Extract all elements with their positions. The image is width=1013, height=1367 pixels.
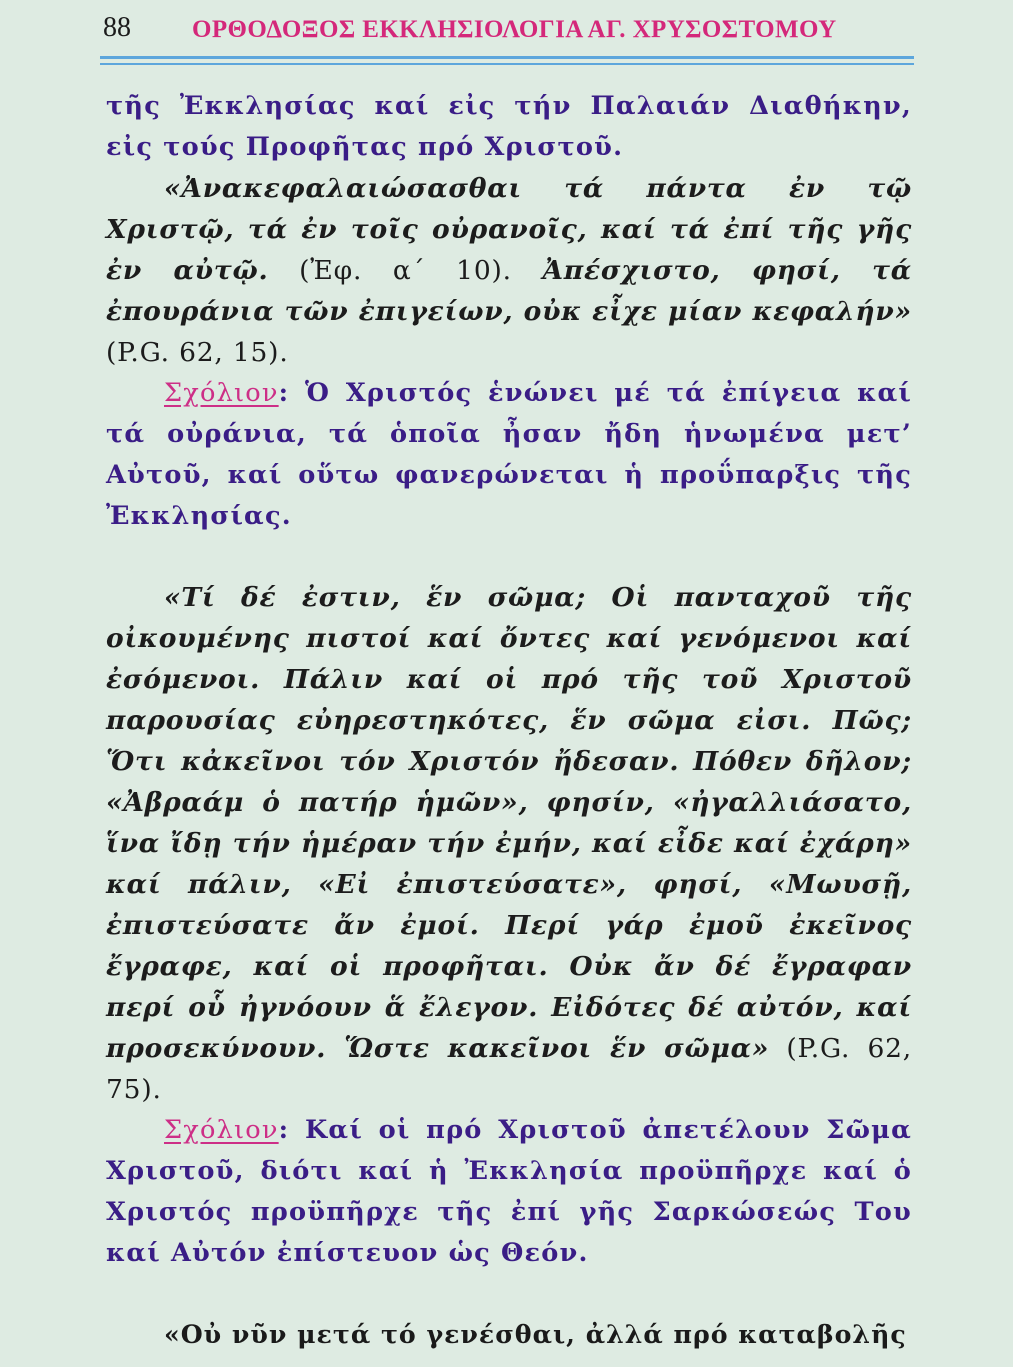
page-body <box>106 86 912 1355</box>
scholion-1 <box>106 373 912 537</box>
header-rule-top <box>100 56 914 59</box>
quote-one-body <box>106 577 912 1110</box>
scholion-2 <box>106 1110 912 1274</box>
quote-final-line: «Οὐ νῦν μετά τό γενέσθαι, ἀλλά πρό καταβολῆς <box>164 1319 907 1349</box>
quote-text: «Ἀνακεφαλαιώσασθαι τά πάντα ἐν τῷ Χριστῷ, τά ἐν τοῖς οὐρανοῖς, καί τά ἐπί τῆς γῆς ἐν αὐτῷ. <box>106 173 912 286</box>
paragraph-continuation: τῆς Ἐκκλησίας καί εἰς τήν Παλαιάν Διαθήκην, εἰς τούς Προφῆτας πρό Χριστοῦ. <box>106 91 912 162</box>
paragraph-gap <box>106 537 912 577</box>
scholion-label: Σχόλιον <box>164 378 279 408</box>
patrologia-reference: (P.G. 62, 75). <box>106 1033 912 1105</box>
running-header-title: ΟΡΘΟΔΟΞΟΣ ΕΚΚΛΗΣΙΟΛΟΓΙΑ ΑΓ. ΧΡΥΣΟΣΤΟΜΟΥ <box>192 16 837 43</box>
quote-text: «Τί δέ ἐστιν, ἕν σῶμα; Οἱ πανταχοῦ τῆς οἰκουμένης πιστοί καί ὄντες καί γενόμενοι καί ἐσόμενοι. Πάλιν καί οἱ πρό τῆς τοῦ Χριστοῦ παρουσίας εὐηρεστηκότες, ἕν σῶμα εἰσι. Πῶς; Ὅτι κἀκεῖνοι τόν Χριστόν ἤδεσαν. Πόθεν δῆλον; «Ἀβραάμ ὁ πατήρ ἡμῶν», φησίν, «ἠγαλλιάσατο, ἵνα ἴδῃ τήν ἡμέραν τήν ἐμήν, καί εἶδε καί ἐχάρη» καί πάλιν, «Εἰ ἐπιστεύσατε», φησί, «Μωυσῇ, ἐπιστεύσατε ἄν ἐμοί. Περί γάρ ἐμοῦ ἐκεῖνος ἔγραφε, καί οἱ προφῆται. Οὐκ ἄν δέ ἔγραφαν περί οὗ ἠγνόουν ἅ ἔλεγον. Εἰδότες δέ αὐτόν, καί προσεκύνουν. Ὥστε κακεῖνοι ἕν σῶμα» <box>106 582 912 1064</box>
scholion-label: Σχόλιον <box>164 1115 279 1145</box>
page-number: 88 <box>103 12 131 43</box>
paragraph-gap <box>106 1274 912 1314</box>
patrologia-reference: (P.G. 62, 15). <box>106 337 289 368</box>
quote-text-continued: Ἀπέσχιστο, φησί, τά ἐπουράνια τῶν ἐπιγείων, οὐκ εἶχε μίαν κεφαλήν» <box>106 255 912 327</box>
scholion-text: Ὁ Χριστός ἑνώνει μέ τά ἐπίγεια καί τά οὐράνια, τά ὁποῖα ἦσαν ἤδη ἡνωμένα μετ’ Αὐτοῦ, καί οὕτω φανερώνεται ἡ προΰπαρξις τῆς Ἐκκλησίας. <box>106 378 912 531</box>
quote-ephesians <box>106 168 912 373</box>
scholion-colon: : <box>278 378 306 408</box>
scholion-text: Καί οἱ πρό Χριστοῦ ἀπετέλουν Σῶμα Χριστοῦ, διότι καί ἡ Ἐκκλησία προϋπῆρχε καί ὁ Χριστός προϋπῆρχε τῆς ἐπί γῆς Σαρκώσεώς Του καί Αὐτόν ἐπίστευον ὡς Θεόν. <box>106 1115 912 1268</box>
scholion-colon: : <box>278 1115 305 1145</box>
header-rule-bottom <box>100 63 914 65</box>
scripture-reference: (Ἐφ. α΄ 10). <box>268 255 543 286</box>
